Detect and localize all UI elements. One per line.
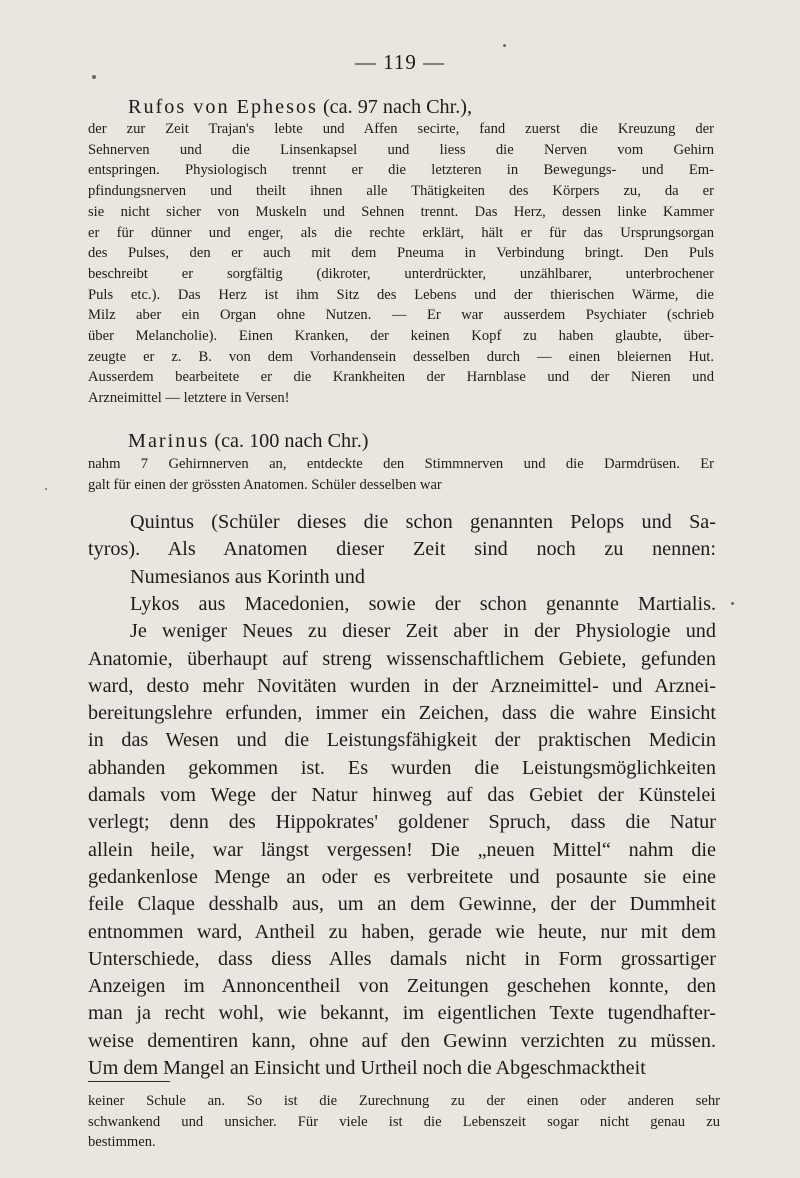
heading-marinus-name: Marinus	[128, 430, 210, 452]
text-line: damals vom Wege der Natur hinweg auf das Gebiet der Künstelei	[88, 784, 716, 806]
heading-rufos-date: (ca. 97 nach Chr.),	[317, 96, 473, 118]
text-line: in das Wesen und die Leistungsfähigkeit der praktischen Medicin	[88, 729, 716, 752]
paper-speck	[45, 488, 47, 490]
heading-marinus-date: (ca. 100 nach Chr.)	[209, 430, 369, 452]
footnote-rule	[88, 1081, 170, 1082]
text-line: verlegt; denn des Hippokrates' goldener Spruch, dass die Natur	[88, 811, 716, 834]
text-line: zeugte er z. B. von dem Vorhandensein desselben durch — einen bleiernen Hut.	[88, 348, 714, 365]
text-line: man ja recht wohl, wie bekannt, im eigentlichen Texte tugendhafter-	[88, 1002, 716, 1025]
text-line: galt für einen der grössten Anatomen. Schüler desselben war	[88, 476, 442, 493]
page-number: — 119 —	[354, 50, 446, 74]
text-line: Ausserdem bearbeitete er die Krankheiten der Harnblase und der Nieren und	[88, 369, 714, 386]
paper-speck	[503, 44, 506, 47]
text-line: Milz aber ein Organ ohne Nutzen. — Er war ausserdem Psychiater (schrieb	[88, 307, 714, 324]
text-line: Numesianos aus Korinth und	[130, 565, 365, 588]
text-line: Anatomie, überhaupt auf streng wissenschaftlichem Gebiete, gefunden	[88, 647, 716, 670]
text-line: beschreibt er sorgfältig (dikroter, unterdrückter, unzählbarer, unterbrochener	[88, 265, 714, 282]
text-line: tyros). Als Anatomen dieser Zeit sind noch zu nennen:	[88, 538, 716, 561]
text-line: Quintus (Schüler dieses die schon genannten Pelops und Sa-	[130, 511, 716, 533]
text-line: Sehnerven und die Linsenkapsel und liess die Nerven vom Gehirn	[88, 141, 714, 158]
text-line: er für dünner und enger, als die rechte erklärt, hält er für das Ursprungsorgan	[88, 224, 714, 241]
text-line: Arzneimittel — letztere in Versen!	[88, 390, 290, 407]
text-line: Lykos aus Macedonien, sowie der schon genannte Martialis.	[130, 592, 716, 615]
text-line: ward, desto mehr Novitäten wurden in der Arzneimittel- und Arznei-	[88, 674, 716, 697]
heading-rufos	[128, 96, 472, 119]
text-line: Anzeigen im Annoncentheil von Zeitungen geschehen konnte, den	[88, 975, 716, 998]
text-line: der zur Zeit Trajan's lebte und Affen secirte, fand zuerst die Kreuzung der	[88, 121, 714, 137]
paper-speck	[731, 602, 734, 605]
text-line: feile Claque desshalb aus, um an dem Gewinne, der der Dummheit	[88, 893, 716, 916]
text-line: weise dementiren kann, ohne auf den Gewinn verzichten zu müssen.	[88, 1029, 716, 1052]
heading-rufos-name: Rufos von Ephesos	[128, 96, 318, 118]
text-line: über Melancholie). Einen Kranken, der keinen Kopf zu haben glaubte, über-	[88, 328, 714, 344]
text-line: allein heile, war längst vergessen! Die „neuen Mittel“ nahm die	[88, 838, 716, 861]
text-line: bestimmen.	[88, 1134, 156, 1150]
text-line: bereitungslehre erfunden, immer ein Zeichen, dass die wahre Einsicht	[88, 702, 716, 725]
text-line: entspringen. Physiologisch trennt er die letzteren in Bewegungs- und Em-	[88, 162, 714, 179]
text-line: abhanden gekommen ist. Es wurden die Leistungsmöglichkeiten	[88, 756, 716, 779]
paper-speck	[92, 75, 96, 79]
text-line: pfindungsnerven und theilt ihnen alle Thätigkeiten des Körpers zu, da er	[88, 183, 714, 200]
text-line: des Pulses, den er auch mit dem Pneuma in Verbindung bringt. Den Puls	[88, 245, 714, 262]
text-line: entnommen ward, Antheil zu haben, gerade wie heute, nur mit dem	[88, 920, 716, 943]
text-line: schwankend und unsicher. Für viele ist die Lebenszeit sogar nicht genau zu	[88, 1113, 720, 1130]
heading-marinus	[128, 430, 369, 453]
text-line: gedankenlose Menge an oder es verbreitete und posaunte sie eine	[88, 865, 716, 888]
text-line: keiner Schule an. So ist die Zurechnung zu der einen oder anderen sehr	[88, 1093, 720, 1109]
text-line: Puls etc.). Das Herz ist ihm Sitz des Lebens und der thierischen Wärme, die	[88, 286, 714, 303]
text-line: Je weniger Neues zu dieser Zeit aber in der Physiologie und	[130, 620, 716, 643]
text-line: sie nicht sicher von Muskeln und Sehnen trennt. Das Herz, dessen linke Kammer	[88, 203, 714, 220]
text-line: Um dem Mangel an Einsicht und Urtheil noch die Abgeschmacktheit	[88, 1057, 646, 1079]
text-line: nahm 7 Gehirnnerven an, entdeckte den Stimmnerven und die Darmdrüsen. Er	[88, 456, 714, 472]
text-line: Unterschiede, dass diess Alles damals nicht in Form grossartiger	[88, 947, 716, 970]
